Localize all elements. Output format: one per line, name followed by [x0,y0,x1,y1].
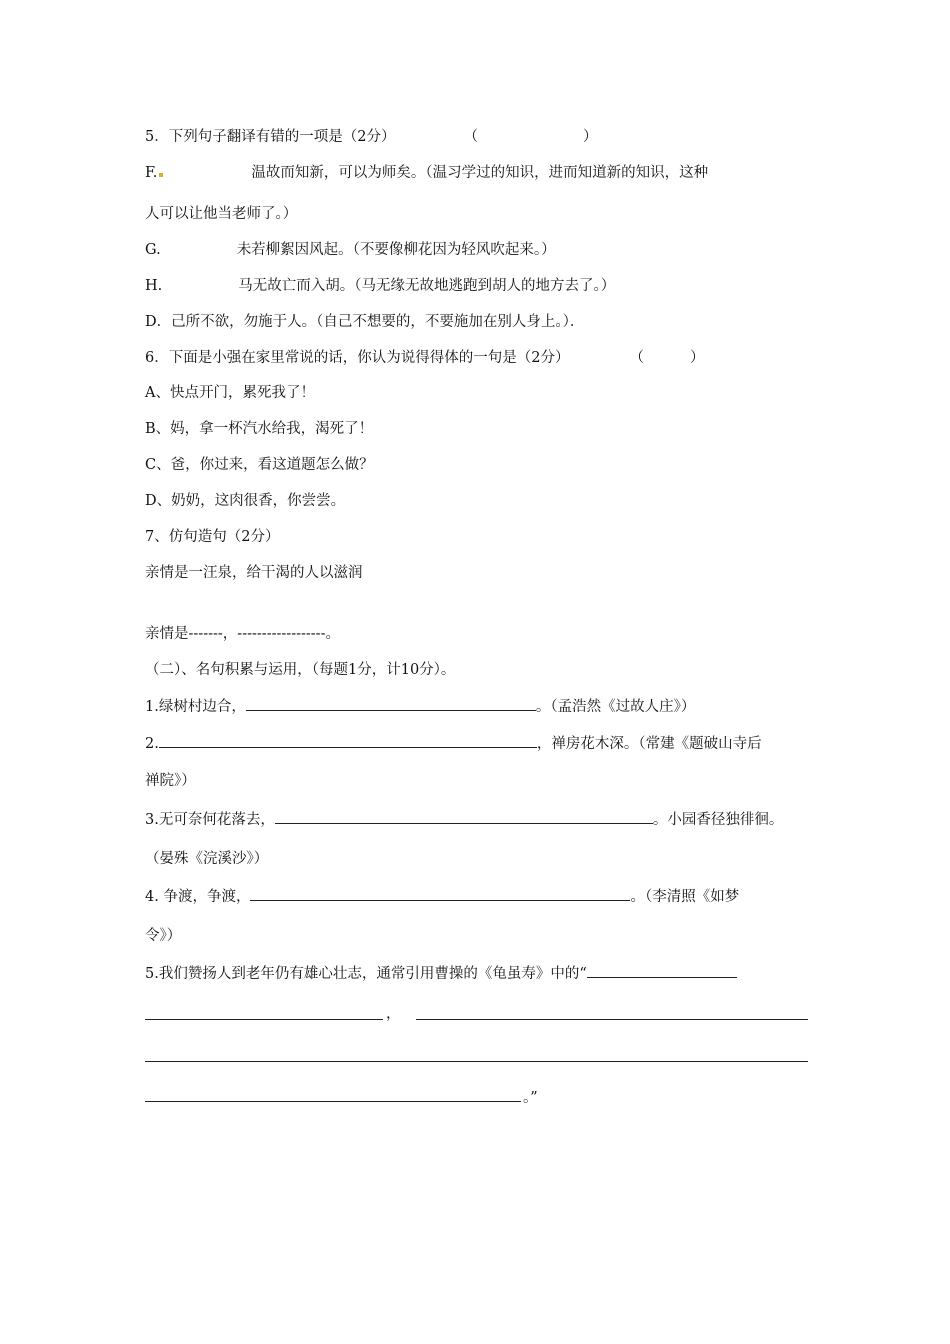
poem-item-1 [145,696,695,717]
poem-item-3-continued: （晏殊《浣溪沙》） [145,851,269,867]
answer-blank[interactable] [145,1061,808,1062]
poem-item-5 [145,963,737,984]
poem-item-2-continued: 禅院》） [145,773,196,789]
q5-option-f-text: 温故而知新，可以为师矣。（温习学过的知识，进而知道新的知识，这种 [251,165,709,181]
q6-option-d: D、奶奶，这肉很香，你尝尝。 [145,493,346,509]
poem-item-4-continued: 令》） [145,928,182,944]
poem-item-3-prefix: 3.无可奈何花落去， [145,812,275,828]
q6-option-c: C、爸，你过来，看这道题怎么做？ [145,457,374,473]
q5-option-f-label: F. [145,165,158,181]
poem-item-2 [145,733,762,754]
q5-option-h-label: H. [145,278,163,294]
q5-option-g-label: G. [145,242,161,258]
poem-item-3 [145,809,783,830]
answer-blank[interactable] [416,1019,808,1020]
q6-stem-text: 6．下面是小强在家里常说的话，你认为说得得体的一句是（2分） [145,350,570,366]
q5-paren-open: （ [463,129,478,145]
q5-option-f-continued: 人可以让他当老师了。） [145,206,298,222]
q7-stem: 7、仿句造句（2分） [145,529,280,545]
q5-stem [145,127,597,147]
answer-blank[interactable] [145,1019,383,1020]
section2-title: （二）、名句积累与运用，（每题1分，计10分）。 [145,662,456,678]
q6-option-b: B、妈，拿一杯汽水给我，渴死了！ [145,421,374,437]
answer-blank[interactable] [250,886,630,901]
poem-item-1-suffix: 。（孟浩然《过故人庄》） [535,699,696,715]
poem-item-5-end: 。” [523,1090,538,1106]
poem-item-3-suffix: 。小园香径独徘徊。 [652,812,784,828]
answer-blank[interactable] [587,963,737,978]
q5-option-g [145,240,556,260]
q5-option-h [145,276,615,296]
q5-option-f [145,163,708,183]
q5-paren-close: ） [582,129,598,145]
q5-stem-text: 5．下列句子翻译有错的一项是（2分） [145,129,396,145]
poem-item-1-prefix: 1.绿树村边合， [145,699,246,715]
poem-item-2-prefix: 2. [145,736,159,752]
q6-paren-close: ） [689,350,705,366]
answer-blank[interactable] [145,1101,521,1102]
poem-item-2-suffix: ，禅房花木深。（常建《题破山寺后 [536,736,762,752]
poem-item-4-prefix: 4. 争渡，争渡， [145,889,251,905]
q7-answer-line: 亲情是-------，------------------。 [145,626,340,642]
highlight-mark [159,173,163,177]
q5-option-h-text: 马无故亡而入胡。（马无缘无故地逃跑到胡人的地方去了。） [238,278,616,294]
answer-blank[interactable] [275,809,653,824]
answer-blank[interactable] [246,696,536,711]
q6-stem [145,348,704,368]
poem-item-5-comma: ， [386,1006,401,1022]
poem-item-4-suffix: 。（李清照《如梦 [630,889,740,905]
answer-blank[interactable] [159,733,537,748]
poem-item-4 [145,886,739,907]
q6-option-a: A、快点开门，累死我了！ [145,385,315,401]
q5-option-g-text: 未若柳絮因风起。（不要像柳花因为轻风吹起来。） [236,242,556,258]
q5-option-d: D．己所不欲，勿施于人。（自己不想要的，不要施加在别人身上。）． [145,314,585,330]
q6-paren-open: （ [629,350,644,366]
poem-item-5-text: 5.我们赞扬人到老年仍有雄心壮志，通常引用曹操的《龟虽寿》中的“ [145,966,587,982]
q7-example: 亲情是一汪泉，给干渴的人以滋润 [145,565,363,581]
